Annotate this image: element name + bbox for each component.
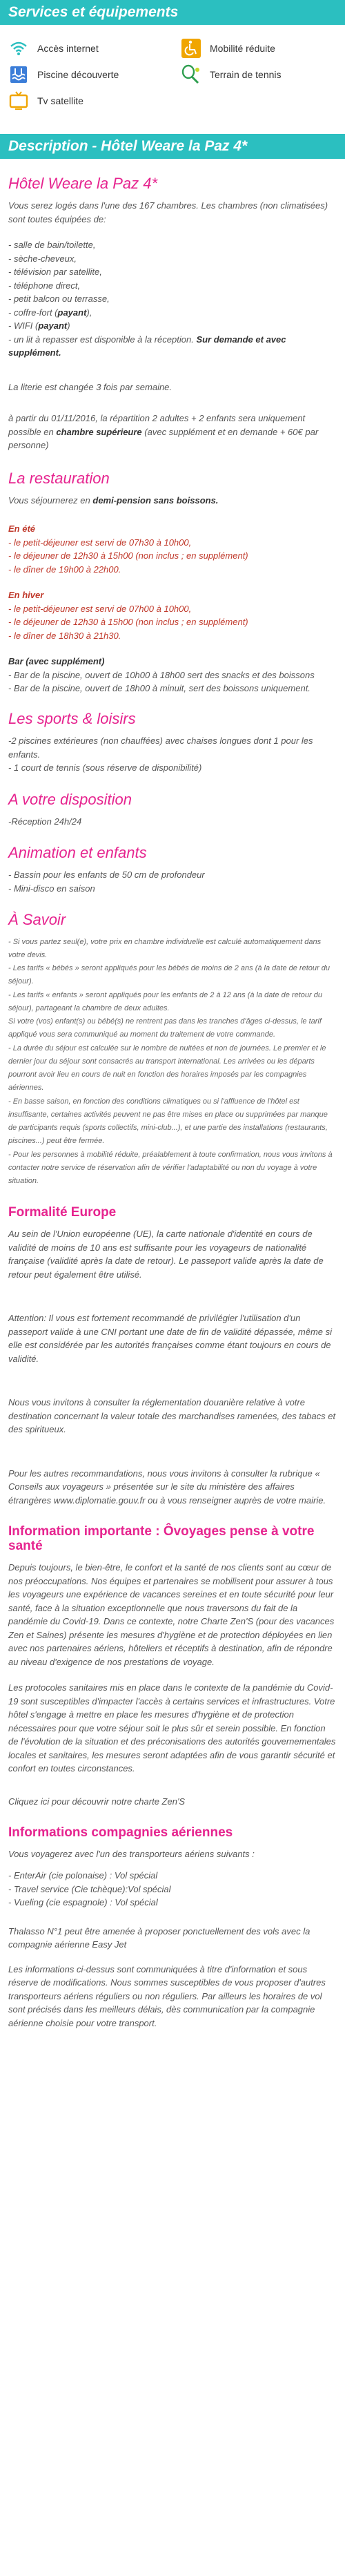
linen-note: La literie est changée 3 fois par semaine. xyxy=(8,381,172,392)
list-item: - 1 court de tennis (sous réserve de disponibilité) xyxy=(8,762,202,773)
equipement-label: Accès internet xyxy=(37,43,99,54)
summer-title: En été xyxy=(8,523,36,535)
disposition-heading: A votre disposition xyxy=(8,790,132,808)
list-item: - Bassin pour les enfants de 50 cm de profondeur xyxy=(8,869,205,881)
hotel-title: Hôtel Weare la Paz 4* xyxy=(8,175,158,192)
equipements-banner: Services et équipements xyxy=(0,0,345,25)
important-p1: Depuis toujours, le bien-être, le confort et la santé de nos clients sont au cœur de nos préoccupations. Nos équipes et partenaires se mobilisent pour assurer à tous les voyageurs une expérience de vacances sereines et en toute sécurité pour leur santé, face à la situation exceptionnelle que nous traversons du fait de la pandémie du Covid-19. Dans ce contexte, notre Charte Zen'S (pour des vacances Zen et Saines) présente les mesures d'hygiène et de protection déployées en lien avec nos partenaires aériens, hôteliers et réceptifs à destination, afin de répondre au niveau d'exigence de nos prestations de voyage. xyxy=(8,1562,335,1667)
equipement-item xyxy=(181,64,345,86)
list-item-emphasis: payant xyxy=(57,307,87,318)
list-item: - Vueling (cie espagnole) : Vol spécial xyxy=(8,1897,158,1908)
list-item: - Pour les personnes à mobilité réduite, préalablement à toute confirmation, nous vous invitons à contacter notre service de réservation afin de vérifier l'adaptabilité ou non du voyage à votre situation. xyxy=(8,1150,333,1186)
compagnies-p2: Thalasso N°1 peut être amenée à proposer ponctuellement des vols avec la compagnie aérienne Easy Jet xyxy=(8,1925,310,1950)
bar-title: Bar (avec supplément) xyxy=(8,656,105,667)
tennis-icon xyxy=(181,64,201,85)
animation-list xyxy=(8,868,337,895)
restauration-intro-text: Vous séjournerez en xyxy=(8,494,93,506)
list-item: - le dîner de 19h00 à 22h00. xyxy=(8,564,121,575)
repartition-emphasis: chambre supérieure xyxy=(56,426,142,437)
list-item: - téléphone direct, xyxy=(8,280,81,291)
repartition-note xyxy=(8,412,337,452)
formalite-p3: Nous vous invitons à consulter la réglementation douanière relative à votre destination concernant la valeur totale des marchandises ramenées, des tabacs et des spiritueux. xyxy=(8,1397,336,1435)
list-item xyxy=(8,306,337,320)
equipement-label: Terrain de tennis xyxy=(210,69,282,80)
repartition-text: à partir du 01/11/2016, la répartition 2 adultes + 2 enfants sera uniquement possible en xyxy=(8,413,306,437)
spacer xyxy=(8,1782,337,1795)
list-item: - le déjeuner de 12h30 à 15h00 (non inclus ; en supplément) xyxy=(8,617,248,628)
list-item: - Mini-disco en saison xyxy=(8,883,95,894)
winter-title: En hiver xyxy=(8,590,44,601)
spacer xyxy=(8,1372,337,1396)
list-item: -Réception 24h/24 xyxy=(8,816,82,827)
list-item: - La durée du séjour est calculée sur le nombre de nuitées et non de journées. Le premier et le dernier jour du séjour sont consacrés au transport international. Les arrivées ou les départs pourront avoir lieu en cours de nuit en fonction des horaires imposés par les compagnies aériennes. xyxy=(8,1044,326,1093)
restauration-heading: La restauration xyxy=(8,469,110,487)
list-item: - EnterAir (cie polonaise) : Vol spécial xyxy=(8,1870,158,1881)
list-item: Si votre (vos) enfant(s) ou bébé(s) ne rentrent pas dans les tranches d'âges ci-dessus, le tarif appliqué vous sera communiqué au moment du traitement de votre commande. xyxy=(8,1017,322,1039)
equipement-item xyxy=(181,37,345,59)
wheelchair-icon xyxy=(181,38,201,59)
list-item-text: ) xyxy=(67,320,70,331)
equipements-list xyxy=(0,25,345,119)
list-item: - le petit-déjeuner est servi de 07h30 à 10h00, xyxy=(8,537,192,548)
list-item-emphasis: Sur demande et avec supplément. xyxy=(8,334,286,358)
list-item-text: - WIFI ( xyxy=(8,320,39,331)
formalite-p1: Au sein de l'Union européenne (UE), la carte nationale d'identité en cours de validité de moins de 10 ans est suffisante pour les voyageurs de nationalité française (validité après la date de retour). Le passeport valide après la date de retour peut également être utilisé. xyxy=(8,1229,324,1280)
list-item xyxy=(8,319,337,333)
list-item: - sèche-cheveux, xyxy=(8,253,77,264)
list-item-text: ), xyxy=(86,307,92,318)
list-item: - Bar de la piscine, ouvert de 18h00 à minuit, sert des boissons uniquement. xyxy=(8,683,310,694)
pool-icon xyxy=(8,64,29,85)
repartition-text: (avec supplément et en demande + 60€ par personne) xyxy=(8,426,319,451)
list-item: -2 piscines extérieures (non chauffées) avec chaises longues dont 1 pour les enfants. xyxy=(8,736,313,760)
list-item-text: - coffre-fort ( xyxy=(8,307,58,318)
list-item: - Les tarifs « bébés » seront appliqués pour les bébés de moins de 2 ans (à la date de retour du séjour). xyxy=(8,964,330,986)
bar-block xyxy=(8,655,337,695)
list-item: - le déjeuner de 12h30 à 15h00 (non inclus ; en supplément) xyxy=(8,550,248,561)
charte-link[interactable]: Cliquez ici pour découvrir notre charte Zen'S xyxy=(8,1796,186,1807)
summer-block xyxy=(8,522,337,576)
sports-heading: Les sports & loisirs xyxy=(8,709,136,727)
list-item: - Si vous partez seul(e), votre prix en chambre individuelle est calculé automatiquement dans votre devis. xyxy=(8,937,322,959)
wifi-icon xyxy=(8,38,29,59)
restauration-intro xyxy=(8,494,337,508)
equipement-item xyxy=(8,37,181,59)
list-item-emphasis: payant xyxy=(38,320,68,331)
important-p2: Les protocoles sanitaires mis en place dans le contexte de la pandémie du Covid-19 sont susceptibles d'impacter l'accès à certains services et infrastructures. Votre hôtel s'engage à mettre en place les mesures d'hygiène et de protection nécessaires pour que votre séjour soit le plus sûr et serein possible. En fonction de l'évolution de la situation et des préconisations des autorités gouvernementales locales et sanitaires, les mesures seront adaptées afin de vous garantir sécurité et confort en toutes circonstances. xyxy=(8,1682,336,1774)
room-equipment-list xyxy=(8,238,337,360)
compagnies-p3: Les informations ci-dessus sont communiquées à titre d'information et sous réserve de modifications. Nous sommes susceptibles de vous proposer d'autres transporteurs aériens réguliers ou non réguliers. Par ailleurs les horaires de vol sont précisés dans les meilleurs délais, dès communication par la compagnie aérienne choisie pour votre transport. xyxy=(8,1963,326,2028)
list-item: - le dîner de 18h30 à 21h30. xyxy=(8,630,121,641)
equipement-label: Piscine découverte xyxy=(37,69,119,80)
spacer xyxy=(8,1288,337,1311)
description-banner: Description - Hôtel Weare la Paz 4* xyxy=(0,134,345,159)
equipement-item xyxy=(8,90,181,112)
disposition-list xyxy=(8,815,337,829)
animation-heading: Animation et enfants xyxy=(8,844,147,862)
sports-list xyxy=(8,734,337,775)
list-item: - télévision par satellite, xyxy=(8,267,102,278)
compagnies-list xyxy=(8,1869,337,1910)
restauration-intro-emphasis: demi-pension sans boissons. xyxy=(92,494,219,506)
spacer xyxy=(8,1443,337,1467)
list-item: - le petit-déjeuner est servi de 07h00 à 10h00, xyxy=(8,603,192,614)
formalite-p2: Attention: Il vous est fortement recommandé de privilégier l'utilisation d'un passeport valide à une CNI portant une date de fin de validité dépassée, même si elle est considérée par les autorités françaises comme étant toujours en cours de validité. xyxy=(8,1313,333,1364)
compagnies-intro: Vous voyagerez avec l'un des transporteurs aériens suivants : xyxy=(8,1848,255,1859)
list-item xyxy=(8,333,337,360)
tv-icon xyxy=(8,90,29,111)
savoir-heading: À Savoir xyxy=(8,911,66,929)
list-item-text: - un lit à repasser est disponible à la réception. xyxy=(8,334,197,345)
list-item: - Travel service (Cie tchèque):Vol spécial xyxy=(8,1883,171,1894)
equipement-label: Tv satellite xyxy=(37,95,83,106)
important-heading: Information importante : Ôvoyages pense à votre santé xyxy=(8,1524,315,1554)
list-item: - petit balcon ou terrasse, xyxy=(8,294,110,305)
description-content xyxy=(0,159,345,2050)
list-item: - Bar de la piscine, ouvert de 10h00 à 18h00 sert des snacks et des boissons xyxy=(8,669,315,680)
formalite-heading: Formalité Europe xyxy=(8,1205,117,1220)
list-item: - salle de bain/toilette, xyxy=(8,240,96,251)
description-intro: Vous serez logés dans l'une des 167 chambres. Les chambres (non climatisées) sont toutes équipées de: xyxy=(8,200,328,224)
winter-block xyxy=(8,588,337,642)
list-item: - En basse saison, en fonction des conditions climatiques ou si l'affluence de l'hôtel est insuffisante, certaines activités peuvent ne pas être mises en place ou supprimées par manque de participants requis (sports collectifs, mini-club...), et une partie des installations (restaurants, piscines...) peut être fermée. xyxy=(8,1097,328,1146)
compagnies-heading: Informations compagnies aériennes xyxy=(8,1825,233,1840)
list-item: - Les tarifs « enfants » seront appliqués pour les enfants de 2 à 12 ans (à la date de retour du séjour), partageant la chambre de deux adultes. xyxy=(8,990,322,1012)
equipement-item xyxy=(8,64,181,86)
equipement-label: Mobilité réduite xyxy=(210,43,275,54)
savoir-list xyxy=(8,936,337,1189)
formalite-p4: Pour les autres recommandations, nous vous invitons à consulter la rubrique « Conseils aux voyageurs » présentée sur le site du ministère des affaires étrangères www.diplomatie.gouv.fr ou à vous renseigner auprès de votre mairie. xyxy=(8,1468,326,1506)
